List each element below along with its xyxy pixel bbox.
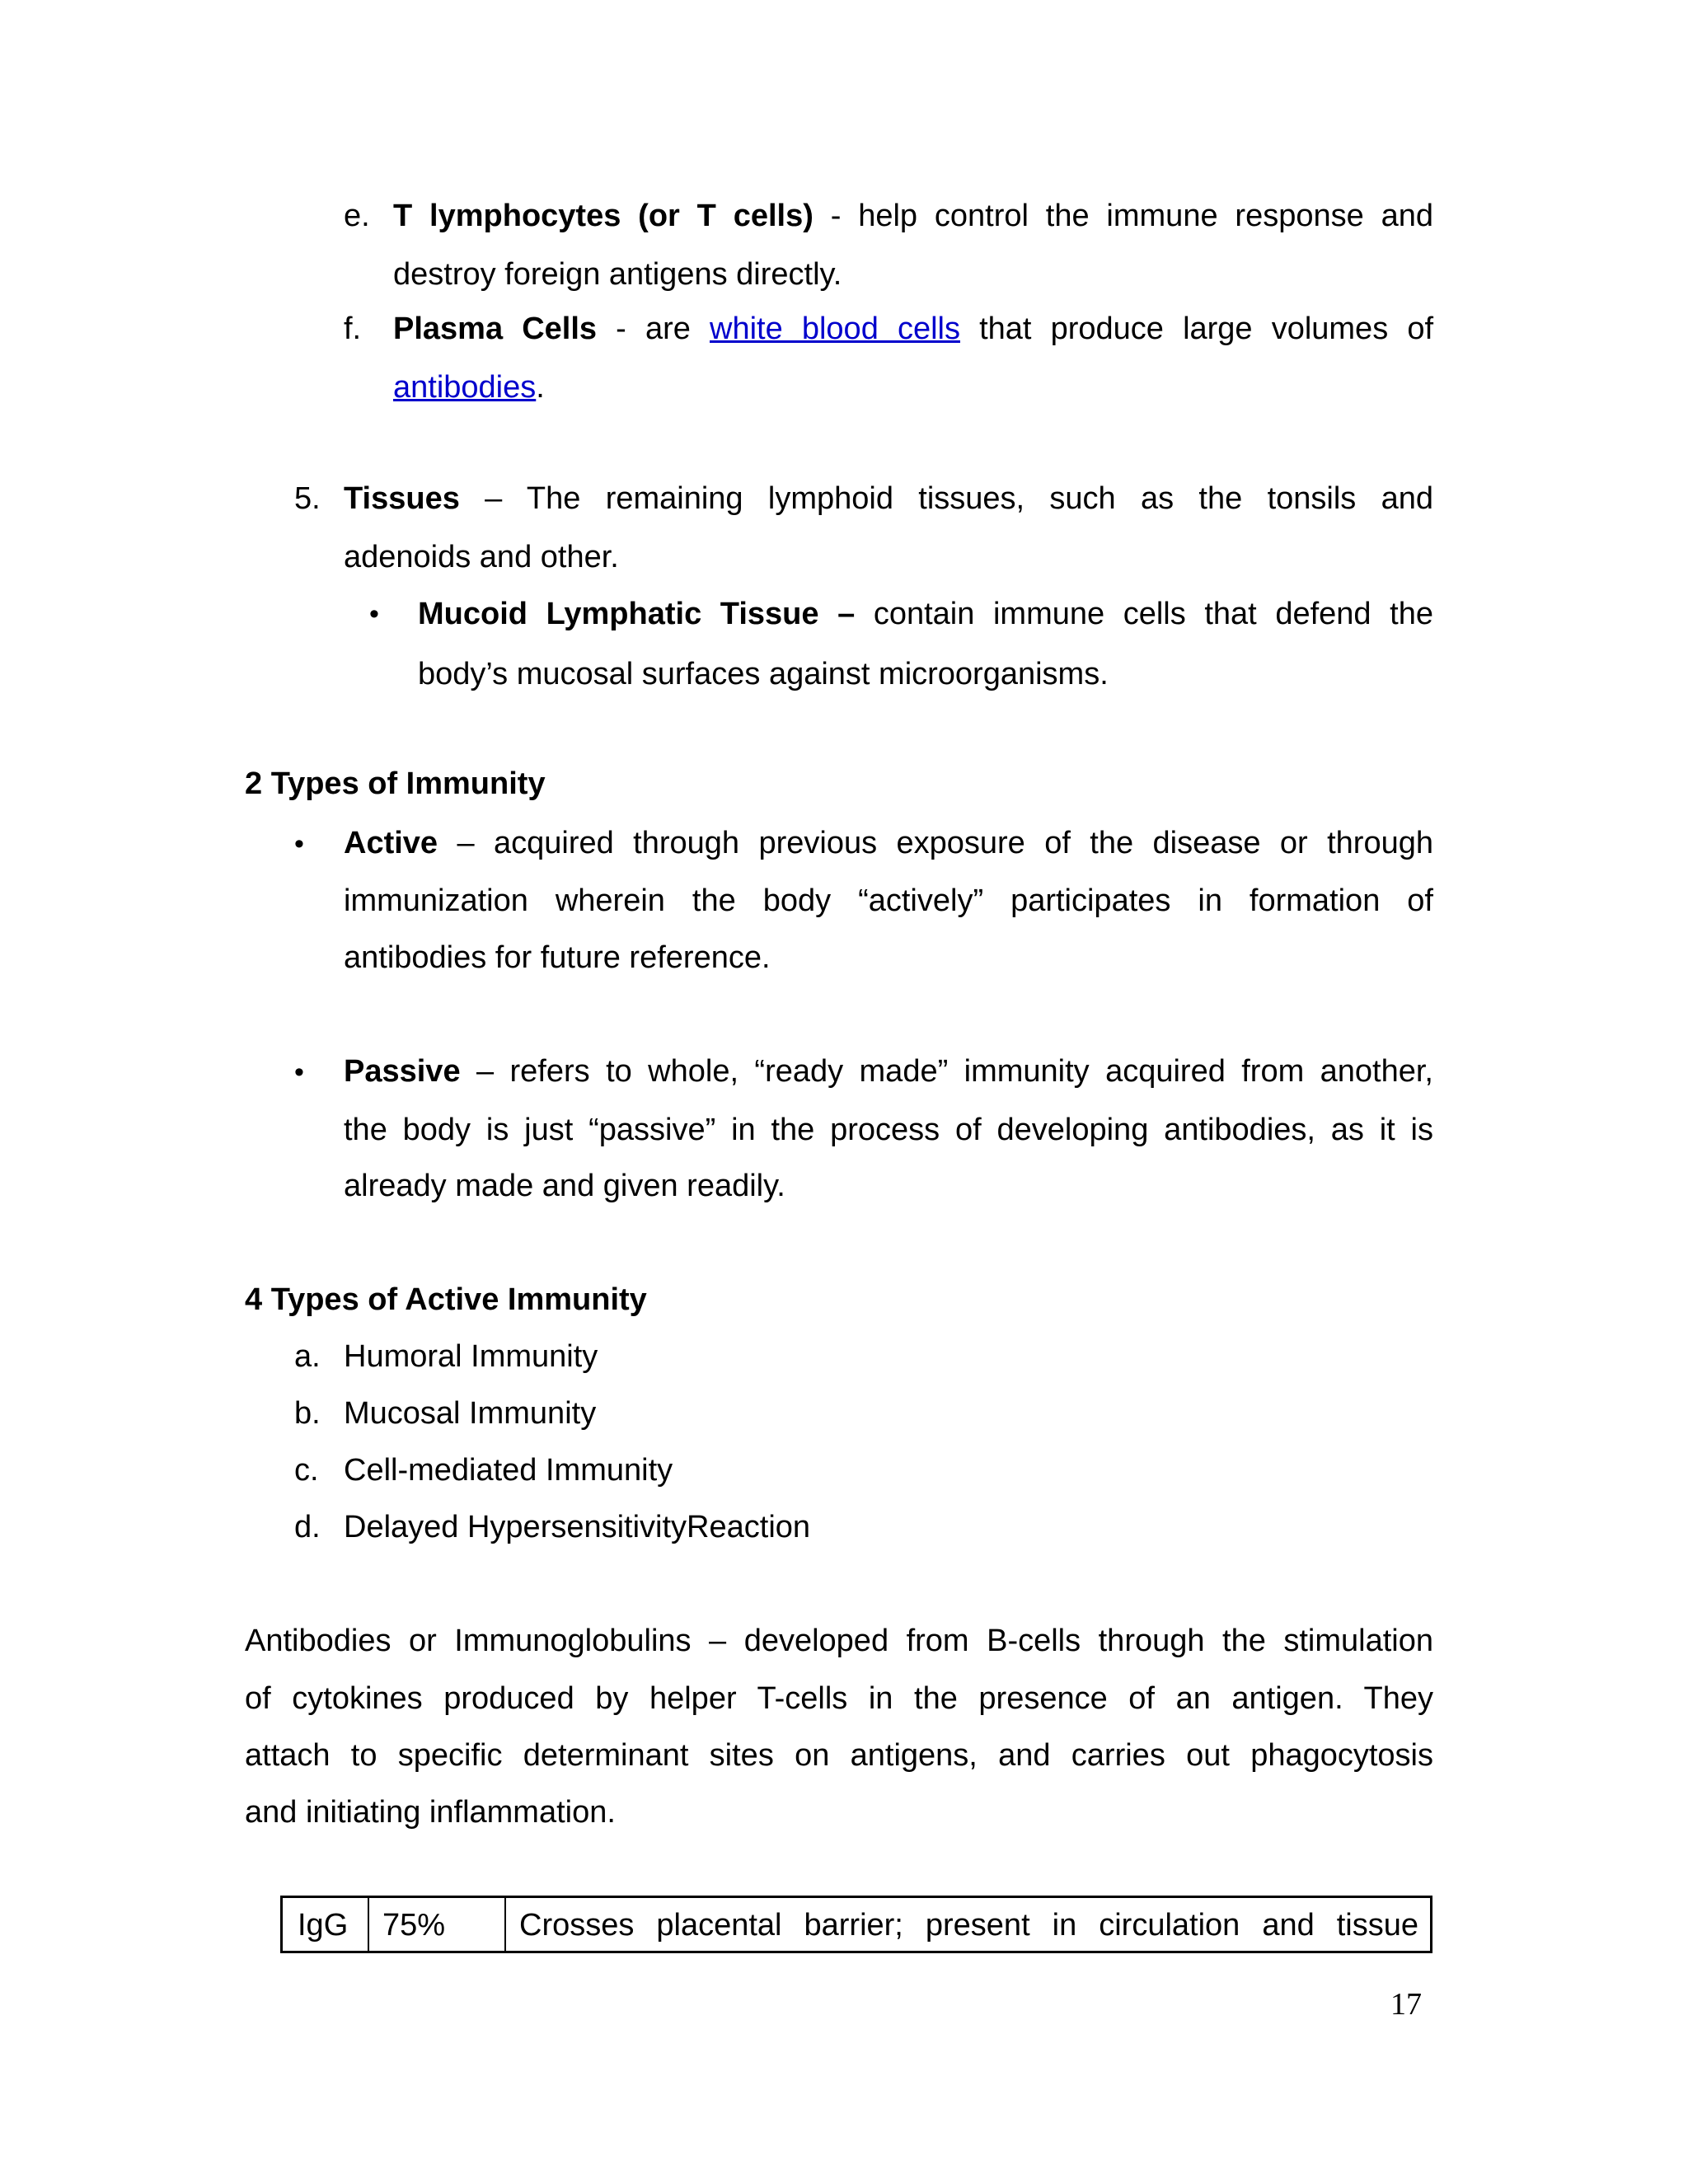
list-item-text: - are [597, 312, 710, 346]
term-plasma-cells: Plasma Cells [393, 312, 598, 346]
list-item-delayed-hypersensitivity: Delayed HypersensitivityReaction [344, 1510, 811, 1544]
list-item-t-lymphocytes [393, 200, 1433, 232]
term-t-lymphocytes: T lymphocytes (or T cells) [393, 199, 814, 233]
bullet: • [294, 828, 304, 860]
list-item-continuation: antibodies for future reference. [344, 940, 771, 975]
list-item-mucosal: Mucosal Immunity [344, 1396, 597, 1431]
list-item-text: – The remaining lymphoid tissues, such as the tonsils and [459, 481, 1433, 516]
page-number: 17 [1390, 1987, 1422, 2022]
list-item-active [344, 827, 1433, 859]
immunoglobulin-table [280, 1896, 1432, 1953]
paragraph-line: Antibodies or Immunoglobulins – developed from B-cells through the stimulation [245, 1624, 1433, 1658]
list-marker-f: f. [344, 312, 362, 346]
table-cell-percent: 75% [369, 1898, 506, 1951]
list-item-cell-mediated: Cell-mediated Immunity [344, 1453, 673, 1488]
term-passive: Passive [344, 1054, 461, 1089]
term-active: Active [344, 826, 438, 860]
list-item-continuation: the body is just “passive” in the process of developing antibodies, as it is [344, 1113, 1433, 1147]
list-marker-5: 5. [294, 481, 321, 516]
paragraph-line: attach to specific determinant sites on antigens, and carries out phagocytosis [245, 1738, 1433, 1773]
list-item-plasma-cells [393, 313, 1433, 344]
list-item-continuation [393, 372, 545, 403]
list-item-humoral: Humoral Immunity [344, 1339, 598, 1374]
link-antibodies[interactable]: antibodies [393, 370, 537, 405]
table-cell-class: IgG [283, 1898, 369, 1951]
list-item-text: - help control the immune response and [813, 199, 1433, 233]
list-item-text: – refers to whole, “ready made” immunity acquired from another, [460, 1054, 1433, 1089]
section-heading-types-of-active-immunity: 4 Types of Active Immunity [245, 1282, 647, 1317]
list-marker-d: d. [294, 1510, 321, 1544]
list-item-text: – acquired through previous exposure of the disease or through [438, 826, 1433, 860]
list-item-text: that produce large volumes of [959, 312, 1434, 346]
link-white-blood-cells[interactable]: white blood cells [710, 312, 960, 346]
bullet: • [369, 598, 379, 630]
term-mucoid-tissue: Mucoid Lymphatic Tissue – [418, 597, 856, 631]
table-cell-description: Crosses placental barrier; present in circulation and tissue [519, 1908, 1418, 1943]
list-item-continuation: body’s mucosal surfaces against microorganisms. [418, 657, 1109, 691]
term-tissues: Tissues [344, 481, 460, 516]
paragraph-line: of cytokines produced by helper T-cells in the presence of an antigen. They [245, 1681, 1433, 1716]
list-item-passive [344, 1056, 1433, 1087]
list-item-mucoid-tissue [418, 598, 1433, 630]
list-item-text: contain immune cells that defend the [855, 597, 1433, 631]
list-marker-a: a. [294, 1339, 321, 1374]
section-heading-types-of-immunity: 2 Types of Immunity [245, 766, 546, 801]
list-item-continuation: already made and given readily. [344, 1169, 785, 1203]
list-item-continuation: destroy foreign antigens directly. [393, 257, 842, 292]
bullet: • [294, 1057, 304, 1088]
paragraph-line: and initiating inflammation. [245, 1795, 616, 1830]
list-marker-e: e. [344, 199, 370, 233]
period: . [536, 370, 545, 405]
list-item-continuation: adenoids and other. [344, 540, 619, 574]
list-item-tissues [344, 483, 1433, 514]
list-item-continuation: immunization wherein the body “actively” participates in formation of [344, 883, 1433, 918]
list-marker-c: c. [294, 1453, 319, 1488]
list-marker-b: b. [294, 1396, 321, 1431]
